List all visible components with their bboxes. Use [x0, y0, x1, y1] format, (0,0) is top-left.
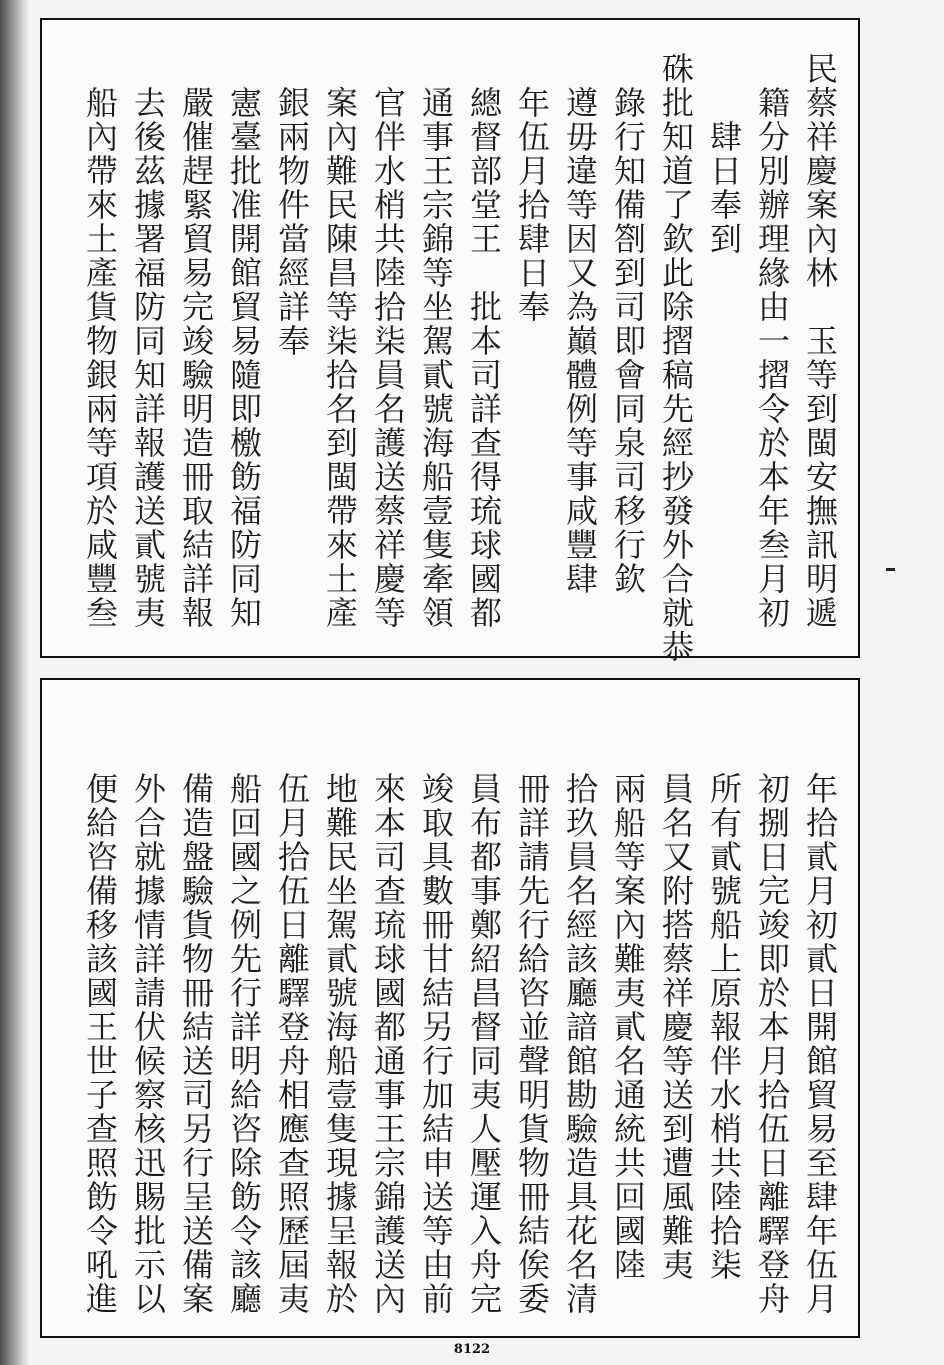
- text-column: 民蔡祥慶案內林 玉等到閩安撫訊明遞: [801, 52, 839, 630]
- text-column: 去後茲據署福防同知詳報護送貳號夷: [129, 52, 167, 630]
- text-column: 年拾貳月初貳日開館貿易至肆年伍月: [801, 738, 839, 1316]
- text-column: 來本司查琉球國都通事王宗錦護送內: [369, 738, 407, 1316]
- text-column: 總督部堂王 批本司詳查得琉球國都: [465, 52, 503, 630]
- text-column: 官伴水梢共陸拾柒員名護送蔡祥慶等: [369, 52, 407, 630]
- text-column: 籍分別辦理緣由一摺令於本年叁月初: [753, 52, 791, 630]
- text-column: 竣取具數冊甘結另行加結申送等由前: [417, 738, 455, 1316]
- text-column: 地難民坐駕貳號海船壹隻現據呈報於: [321, 738, 359, 1316]
- text-column: 銀兩物件當經詳奉: [273, 52, 311, 358]
- text-column: 船回國之例先行詳明給咨除飭令該廳: [225, 738, 263, 1316]
- text-column: 通事王宗錦等坐駕貳號海船壹隻牽領: [417, 52, 455, 630]
- text-column: 船內帶來土產貨物銀兩等項於咸豐叁: [81, 52, 119, 630]
- text-column: 所有貳號船上原報伴水梢共陸拾柒: [705, 738, 743, 1282]
- text-column: 遵毋違等因又為巔體例等事咸豐肆: [561, 52, 599, 596]
- text-column: 兩船等案內難夷貳名通統共回國陸: [609, 738, 647, 1282]
- text-column: 備造盤驗貨物冊結送司另行呈送備案: [177, 738, 215, 1316]
- page-number: 8122: [453, 1342, 491, 1357]
- text-column: 初捌日完竣即於本月拾伍日離驛登舟: [753, 738, 791, 1316]
- text-column: 案內難民陳昌等柒拾名到閩帶來土產: [321, 52, 359, 630]
- text-column: 年伍月拾肆日奉: [513, 52, 551, 324]
- lower-text-panel: [40, 678, 860, 1338]
- margin-mark: [886, 568, 895, 571]
- text-column: 嚴催趕緊貿易完竣驗明造冊取結詳報: [177, 52, 215, 630]
- text-column: 拾玖員名經該廳諳館勘驗造具花名清: [561, 738, 599, 1316]
- text-column: 錄行知備劄到司即會同泉司移行欽: [609, 52, 647, 596]
- text-column: 硃批知道了欽此除摺稿先經抄發外合就恭: [657, 52, 695, 664]
- upper-columns: [42, 20, 858, 664]
- text-column: 員名又附搭蔡祥慶等送到遭風難夷: [657, 738, 695, 1282]
- text-column: 伍月拾伍日離驛登舟相應查照歷屆夷: [273, 738, 311, 1316]
- text-column: 憲臺批准開館貿易隨即檄飭福防同知: [225, 52, 263, 630]
- text-column: 冊詳請先行給咨並聲明貨物冊結俟委: [513, 738, 551, 1316]
- upper-text-panel: [40, 18, 860, 664]
- text-column: 員布都事鄭紹昌督同夷人壓運入舟完: [465, 738, 503, 1316]
- text-column: 外合就據情詳請伏候察核迅賜批示以: [129, 738, 167, 1316]
- binding-shadow: [0, 0, 30, 1365]
- text-column: 便給咨備移該國王世子查照飭令吼進: [81, 738, 119, 1316]
- lower-columns: [42, 680, 858, 1336]
- text-column: 肆日奉到: [705, 52, 743, 256]
